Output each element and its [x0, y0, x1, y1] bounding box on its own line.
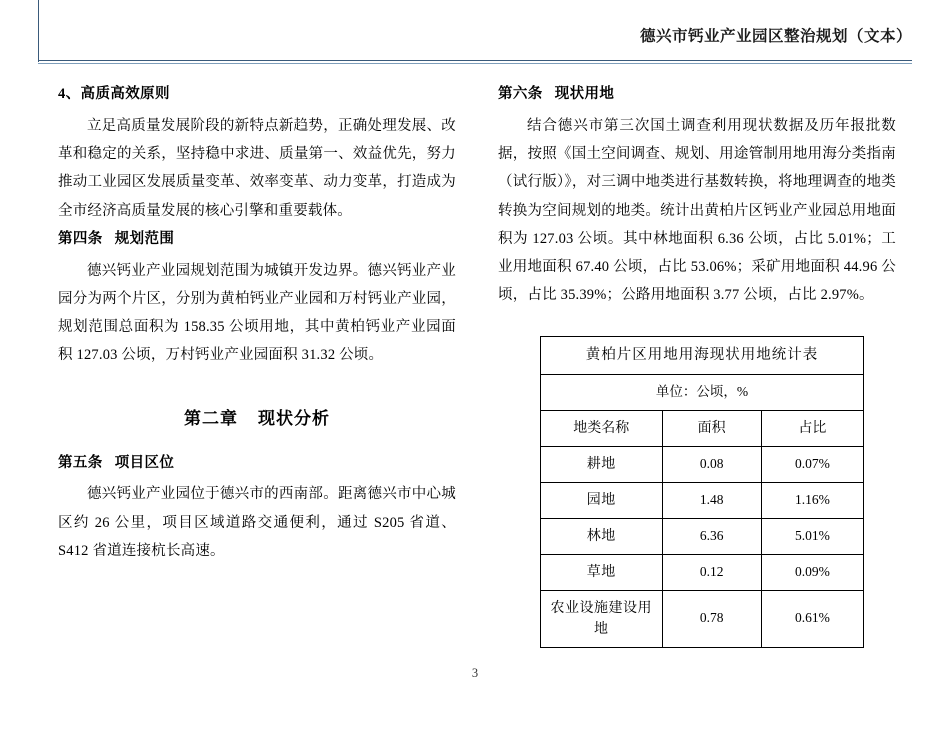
- cell-area: 1.48: [662, 482, 761, 518]
- chapter-title: 现状分析: [258, 408, 330, 428]
- cell-land-name: 园地: [541, 482, 663, 518]
- cell-ratio: 0.61%: [761, 590, 863, 647]
- right-column: [498, 84, 896, 648]
- column-header-ratio: 占比: [761, 410, 863, 446]
- cell-land-name: 农业设施建设用地: [541, 590, 663, 647]
- cell-land-name: 耕地: [541, 446, 663, 482]
- land-use-table-wrapper: [540, 336, 864, 648]
- page-header: [0, 0, 950, 62]
- table-title-row: [541, 336, 864, 375]
- table-unit-row: [541, 375, 864, 410]
- cell-area: 0.78: [662, 590, 761, 647]
- chapter-heading: [58, 404, 456, 429]
- heading-article-4: [58, 229, 456, 251]
- cell-ratio: 5.01%: [761, 518, 863, 554]
- paragraph-article-5: 德兴钙业产业园位于德兴市的西南部。距离德兴市中心城区约 26 公里，项目区域道路交通便利，通过 S205 省道、S412 省道连接杭长高速。: [58, 486, 456, 559]
- paragraph-principle: 立足高质量发展阶段的新特点新趋势，正确处理发展、改革和稳定的关系，坚持稳中求进、质量第一、效益优先，努力推动工业园区发展质量变革、效率变革、动力变革，打造成为全市经济高质量发展的核心引擎和重要载体。: [58, 117, 456, 219]
- article-4-number: 第四条: [58, 230, 103, 247]
- article-4-title: 规划范围: [114, 230, 175, 247]
- article-5-title: 项目区位: [114, 454, 175, 471]
- table-header-row: [541, 410, 864, 446]
- article-6-number: 第六条: [498, 86, 543, 102]
- table-row: [541, 482, 864, 518]
- table-unit: 单位：公顷，%: [541, 375, 864, 410]
- table-row: [541, 554, 864, 590]
- cell-ratio: 0.09%: [761, 554, 863, 590]
- paragraph-article-6: 结合德兴市第三次国土调查利用现状数据及历年报批数据，按照《国土空间调查、规划、用途管制用地用海分类指南（试行版）》，对三调中地类进行基数转换，将地理调查的地类转换为空间规划的地类。统计出黄柏片区钙业产业园总用地面积为 127.03 公顷。其中林地面积 6.36 公顷，占比 5.01%；工业用地面积 67.40 公顷，占比 53.06%；采矿用地面积 44.96 公顷，占比 35.39%；公路用地面积 3.77 公顷，占比 2.97%。: [498, 117, 896, 304]
- left-column: [58, 84, 456, 569]
- heading-article-5: [58, 453, 456, 475]
- cell-area: 0.08: [662, 446, 761, 482]
- land-use-statistics-table: [540, 336, 864, 648]
- header-rule-top: [38, 60, 912, 61]
- table-row: [541, 590, 864, 647]
- column-header-name: 地类名称: [541, 410, 663, 446]
- cell-ratio: 0.07%: [761, 446, 863, 482]
- cell-ratio: 1.16%: [761, 482, 863, 518]
- column-header-area: 面积: [662, 410, 761, 446]
- table-row: [541, 518, 864, 554]
- header-title: 德兴市钙业产业园区整治规划（文本）: [639, 28, 912, 45]
- cell-land-name: 草地: [541, 554, 663, 590]
- article-6-title: 现状用地: [554, 86, 615, 102]
- heading-article-6: [498, 84, 896, 106]
- header-rule-bottom: [38, 63, 912, 64]
- header-side-rule: [38, 0, 39, 62]
- article-5-number: 第五条: [58, 454, 103, 471]
- paragraph-article-4: 德兴钙业产业园规划范围为城镇开发边界。德兴钙业产业园分为两个片区，分别为黄柏钙业产业园和万村钙业产业园，规划范围总面积为 158.35 公顷用地，其中黄柏钙业产业园面积 127.03 公顷，万村钙业产业园面积 31.32 公顷。: [58, 262, 456, 364]
- cell-area: 0.12: [662, 554, 761, 590]
- page-number: 3: [471, 666, 479, 680]
- table-title: 黄柏片区用地用海现状用地统计表: [541, 336, 864, 375]
- cell-area: 6.36: [662, 518, 761, 554]
- heading-principle: 4、高质高效原则: [58, 86, 170, 102]
- cell-land-name: 林地: [541, 518, 663, 554]
- table-row: [541, 446, 864, 482]
- chapter-label: 第二章: [184, 408, 238, 428]
